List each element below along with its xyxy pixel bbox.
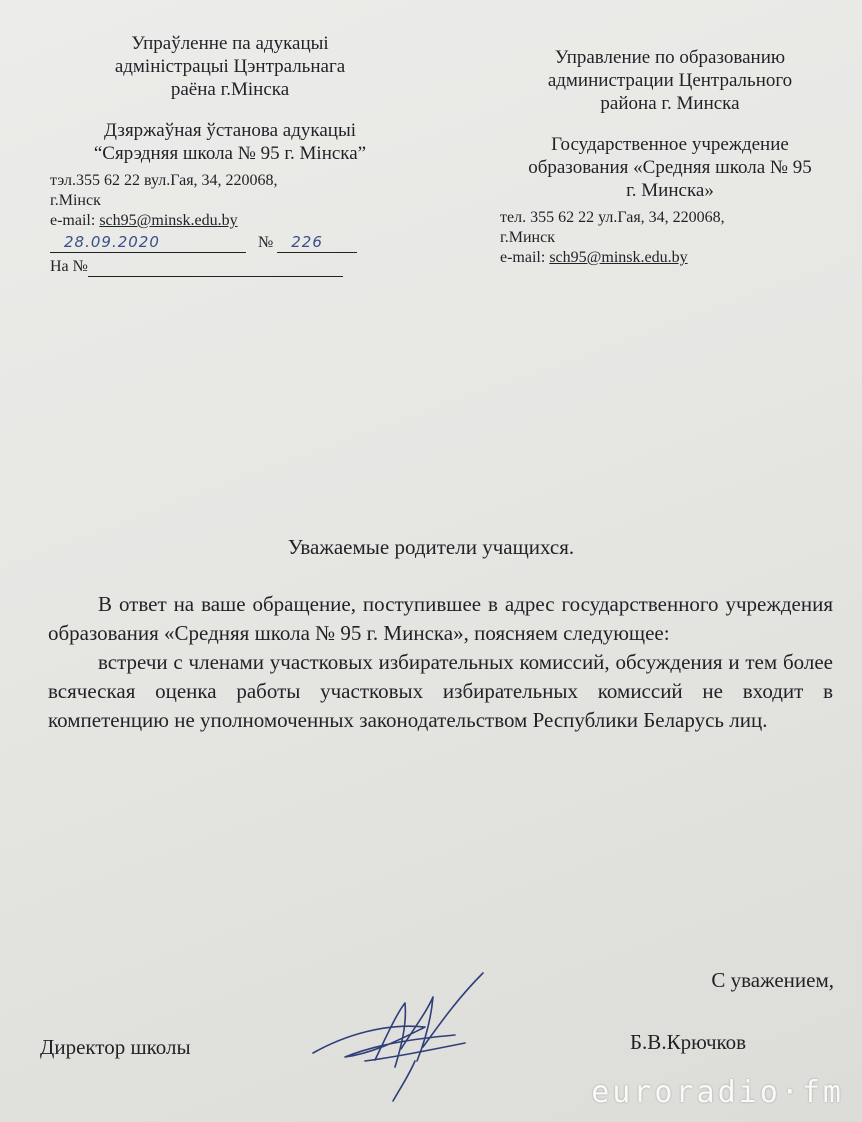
contact-block-by [50,171,410,231]
signer-title: Директор школы [40,1035,191,1059]
body-paragraph: В ответ на ваше обращение, поступившее в адрес государственного учреждения образования «Средняя школа № 95 г. Минска», поясняем следующее: [48,592,833,645]
closing-phrase: С уважением, [711,968,834,992]
header-belarusian [50,32,410,279]
contact-city: г.Минск [500,229,555,246]
reply-field [88,260,343,277]
email-link[interactable]: sch95@minsk.edu.by [549,249,688,266]
department-line: администрации Центрального [547,70,793,91]
institution-line: г. Минска» [626,180,714,201]
contact-line: тэл.355 62 22 вул.Гая, 34, 220068, [50,172,278,189]
email-link[interactable]: sch95@minsk.edu.by [99,212,238,229]
header-russian [500,46,840,268]
registration-line [50,233,410,255]
department-name-ru [500,46,840,115]
email-line [500,248,840,268]
department-line: Управление по образованию [554,47,786,68]
contact-block-ru [500,208,840,268]
reply-label: На № [50,258,88,275]
letter-greeting: Уважаемые родители учащихся. [287,535,575,559]
department-line: района г. Минска [600,93,740,114]
institution-line: Государственное учреждение [551,134,789,155]
watermark-logo: euroradio·fm [591,1075,844,1110]
institution-line: “Сярэдняя школа № 95 г. Мінска” [93,143,367,164]
email-line [50,211,410,231]
institution-name-by [50,119,410,165]
institution-name-ru [500,133,840,202]
department-line: адміністрацыі Цэнтральнага [114,56,346,77]
handwritten-number: 226 [291,233,323,251]
number-field [277,233,357,253]
email-label: e-mail: [500,249,550,266]
reply-line [50,257,410,279]
department-line: раёна г.Мінска [170,79,290,100]
contact-line: тел. 355 62 22 ул.Гая, 34, 220068, [500,209,725,226]
institution-line: Дзяржаўная ўстанова адукацыі [104,120,356,141]
letter-body [48,590,833,735]
department-name-by [50,32,410,101]
email-label: e-mail: [50,212,100,229]
signer-name: Б.В.Крючков [630,1030,747,1054]
handwritten-date: 28.09.2020 [64,233,160,251]
institution-line: образования «Средняя школа № 95 [528,157,812,178]
body-paragraph: встречи с членами участковых избирательных комиссий, обсуждения и тем более всяческая оценка работы участковых избирательных комиссий не входит в компетенцию не уполномоченных законодательством Республики Беларусь лиц. [48,650,833,732]
number-sign: № [258,234,274,251]
contact-city: г.Мінск [50,192,101,209]
department-line: Упраўленне па адукацыі [131,33,329,54]
signature-image [305,965,515,1105]
date-field [50,233,246,253]
